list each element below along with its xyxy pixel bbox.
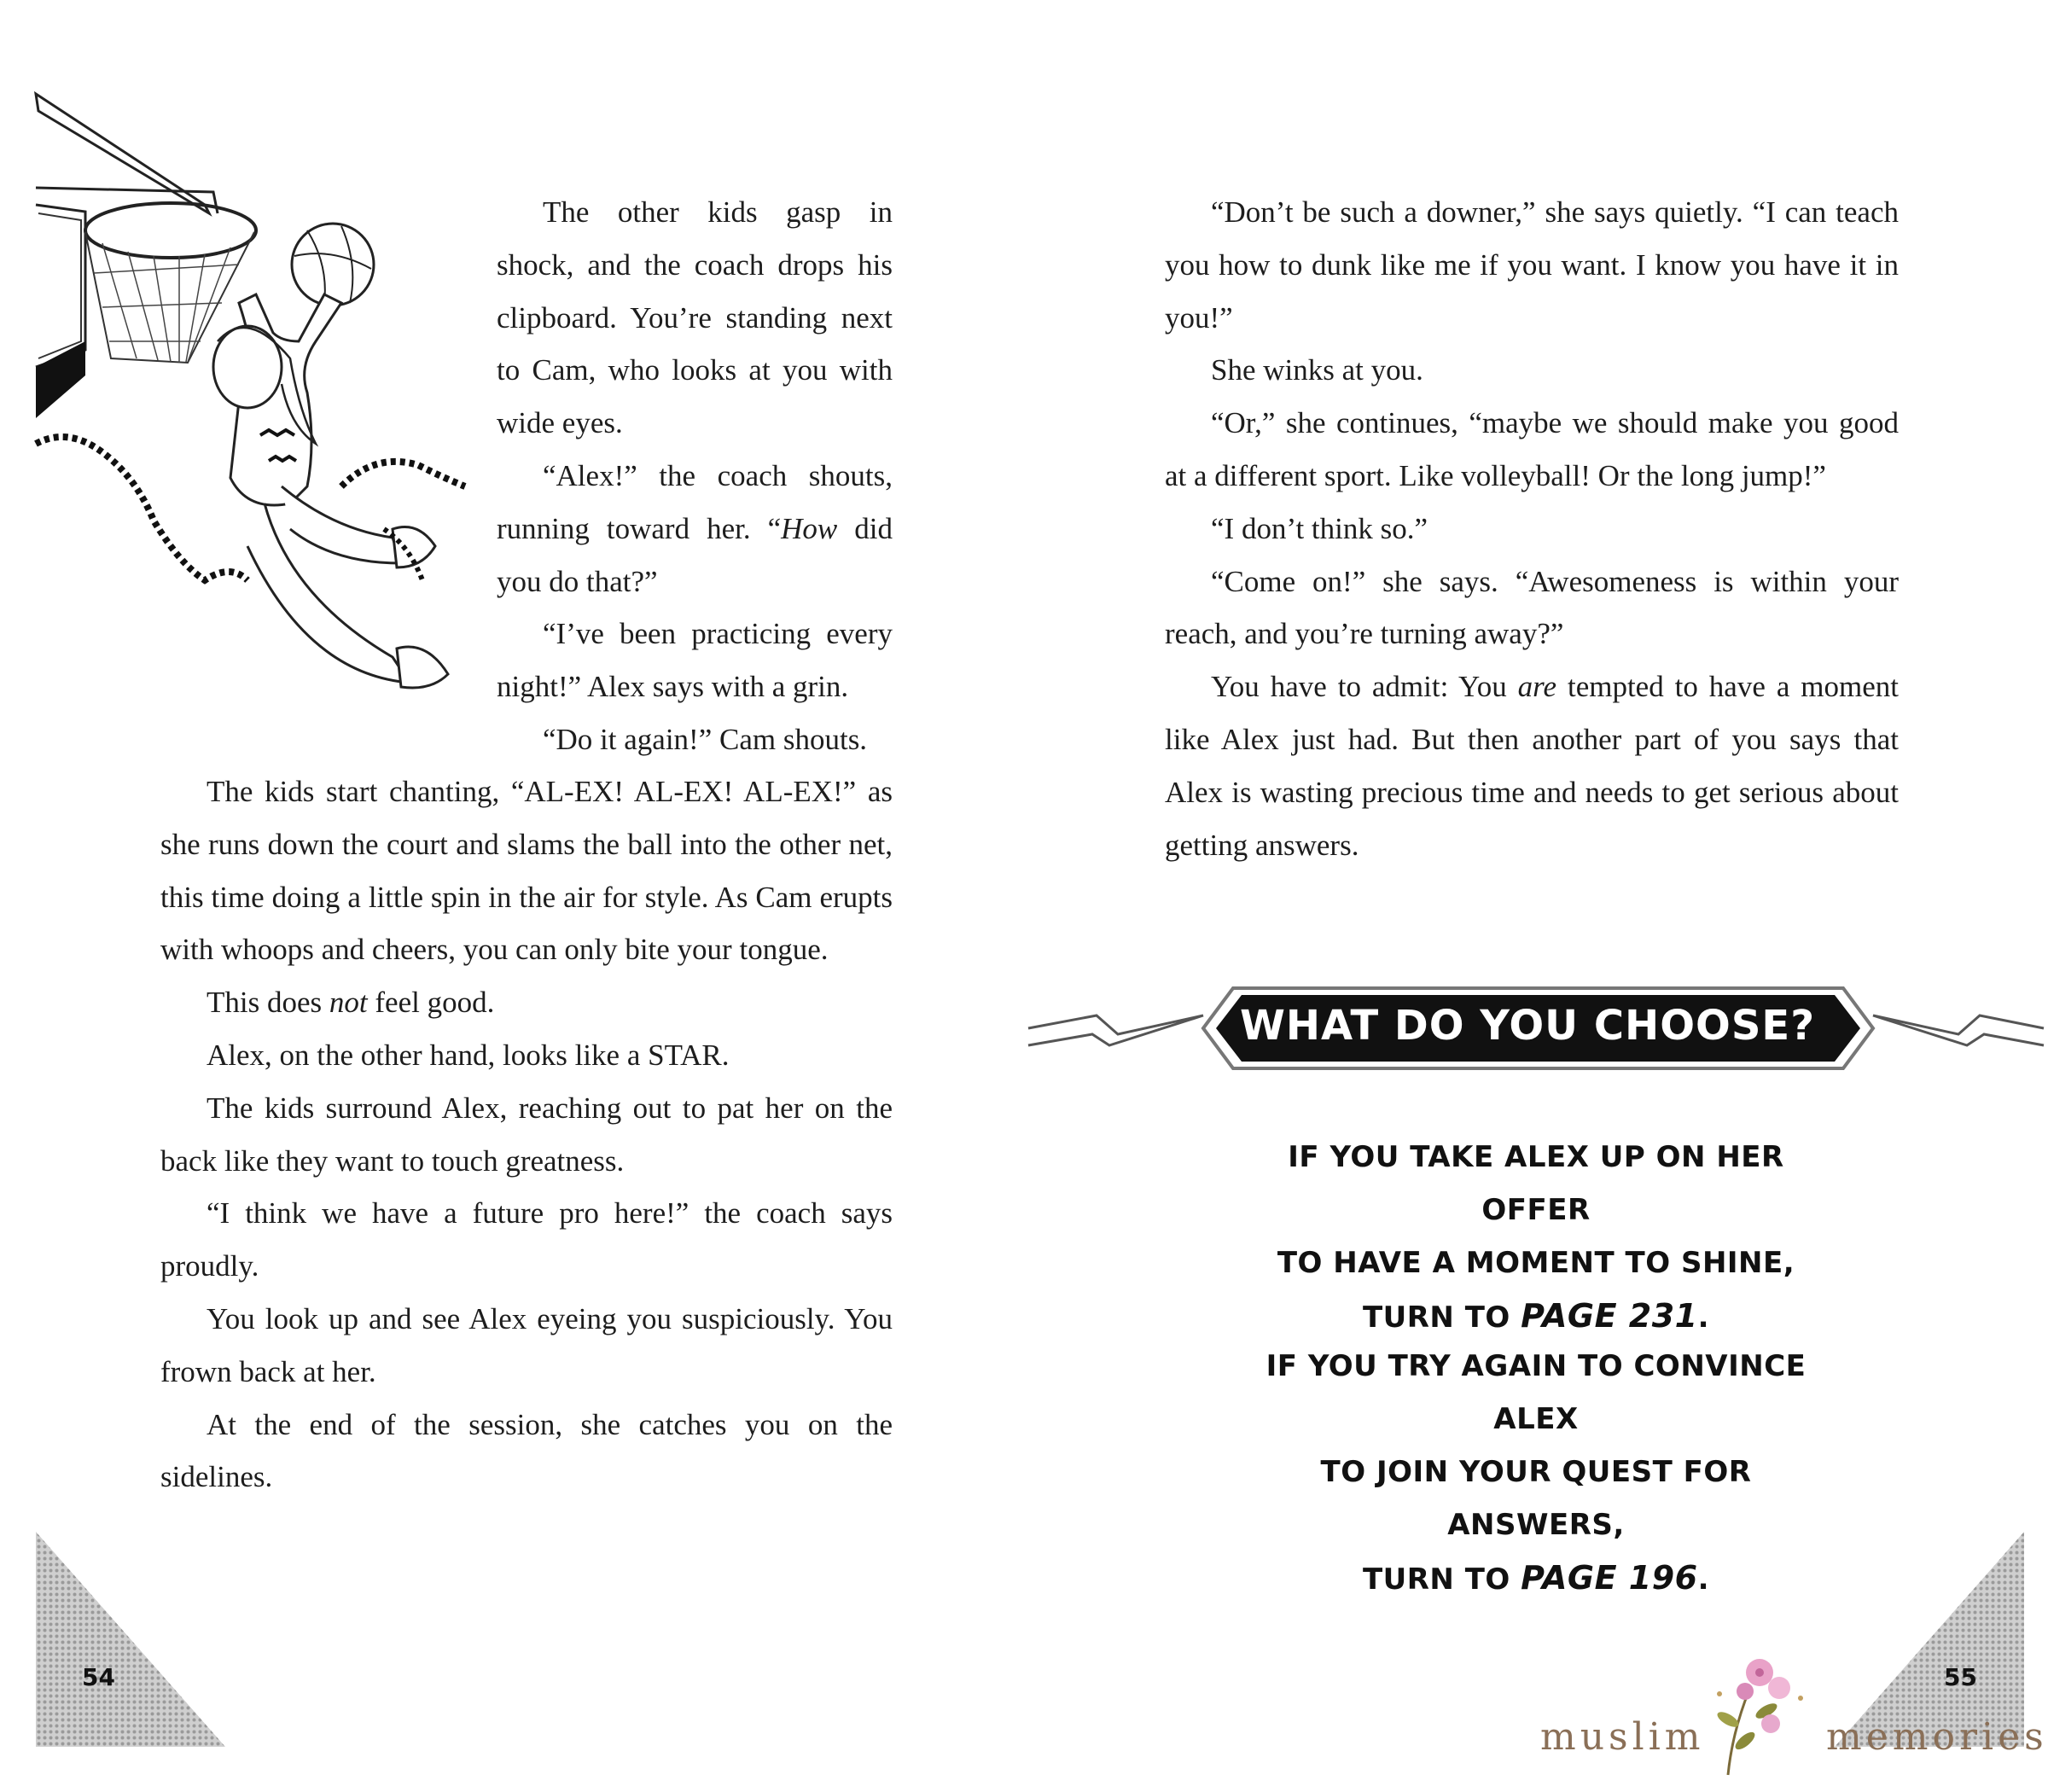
choice-line: TO JOIN YOUR QUEST FOR ANSWERS, bbox=[1320, 1455, 1752, 1542]
choice-option-1 bbox=[1237, 1131, 1835, 1344]
choice-line: IF YOU TAKE ALEX UP ON HER OFFER bbox=[1288, 1140, 1784, 1227]
paragraph: The kids surround Alex, reaching out to pat her on the back like they want to touch greatness. bbox=[160, 1091, 893, 1178]
page-number: 54 bbox=[82, 1663, 115, 1691]
emphasis: not bbox=[329, 986, 368, 1020]
choice-line: TO HAVE A MOMENT TO SHINE, bbox=[1277, 1246, 1795, 1280]
page-number: 55 bbox=[1944, 1663, 1977, 1691]
paragraph: “Come on!” she says. “Awesomeness is within your reach, and you’re turning away?” bbox=[1165, 564, 1899, 651]
watermark-flower-logo bbox=[1536, 1638, 2039, 1788]
watermark-text-right: memories bbox=[1826, 1715, 2048, 1759]
watermark-text-left: muslim bbox=[1540, 1715, 1705, 1759]
paragraph: “I think we have a future pro here!” the coach says proudly. bbox=[160, 1196, 893, 1283]
paragraph: “Don’t be such a downer,” she says quietly. “I can teach you how to dunk like me if you want. I know you have it in you!” bbox=[1165, 195, 1899, 335]
left-wrapped-text bbox=[497, 186, 893, 766]
choice-line: IF YOU TRY AGAIN TO CONVINCE ALEX bbox=[1265, 1349, 1807, 1436]
paragraph: Alex, on the other hand, looks like a STAR. bbox=[207, 1038, 730, 1072]
paragraph: You look up and see Alex eyeing you suspiciously. You frown back at her. bbox=[160, 1301, 893, 1388]
paragraph: “Do it again!” Cam shouts. bbox=[543, 722, 868, 756]
page-reference: PAGE 196 bbox=[1521, 1559, 1698, 1597]
paragraph: This does not feel good. bbox=[207, 986, 495, 1020]
paragraph: You have to admit: You are tempted to have a moment like Alex just had. But then another part of you says that Alex is wasting precious time and needs to get serious about getting answers. bbox=[1165, 670, 1899, 862]
emphasis: How bbox=[781, 511, 838, 545]
right-body-text bbox=[1165, 186, 1899, 871]
paragraph: “Alex!” the coach shouts, running toward her. “How did you do that?” bbox=[497, 458, 893, 598]
paragraph: “I’ve been practicing every night!” Alex says with a grin. bbox=[497, 617, 893, 704]
paragraph: “I don’t think so.” bbox=[1211, 511, 1428, 545]
page-reference: PAGE 231 bbox=[1521, 1297, 1698, 1335]
paragraph: The other kids gasp in shock, and the coach drops his clipboard. You’re standing next to Cam, who looks at you with wide eyes. bbox=[497, 195, 893, 440]
basketball-dunk-illustration bbox=[34, 85, 495, 751]
paragraph: “Or,” she continues, “maybe we should make you good at a different sport. Like volleyball! Or the long jump!” bbox=[1165, 406, 1899, 492]
paragraph: She winks at you. bbox=[1211, 353, 1423, 387]
paragraph: The kids start chanting, “AL-EX! AL-EX! AL-EX!” as she runs down the court and slams the ball into the other net, this time doing a little spin in the air for style. As Cam erupts with whoops and cheers, you can only bite your tongue. bbox=[160, 775, 893, 967]
page-corner-graphic bbox=[36, 1532, 225, 1747]
choice-option-2 bbox=[1237, 1340, 1835, 1606]
emphasis: are bbox=[1517, 670, 1557, 704]
paragraph: At the end of the session, she catches you on the sidelines. bbox=[160, 1407, 893, 1494]
left-body-text bbox=[160, 765, 893, 1504]
choose-title: WHAT DO YOU CHOOSE? bbox=[1239, 1002, 1816, 1050]
choice-turn-line: TURN TO PAGE 231. bbox=[1362, 1297, 1710, 1335]
choice-turn-line: TURN TO PAGE 196. bbox=[1362, 1559, 1710, 1597]
